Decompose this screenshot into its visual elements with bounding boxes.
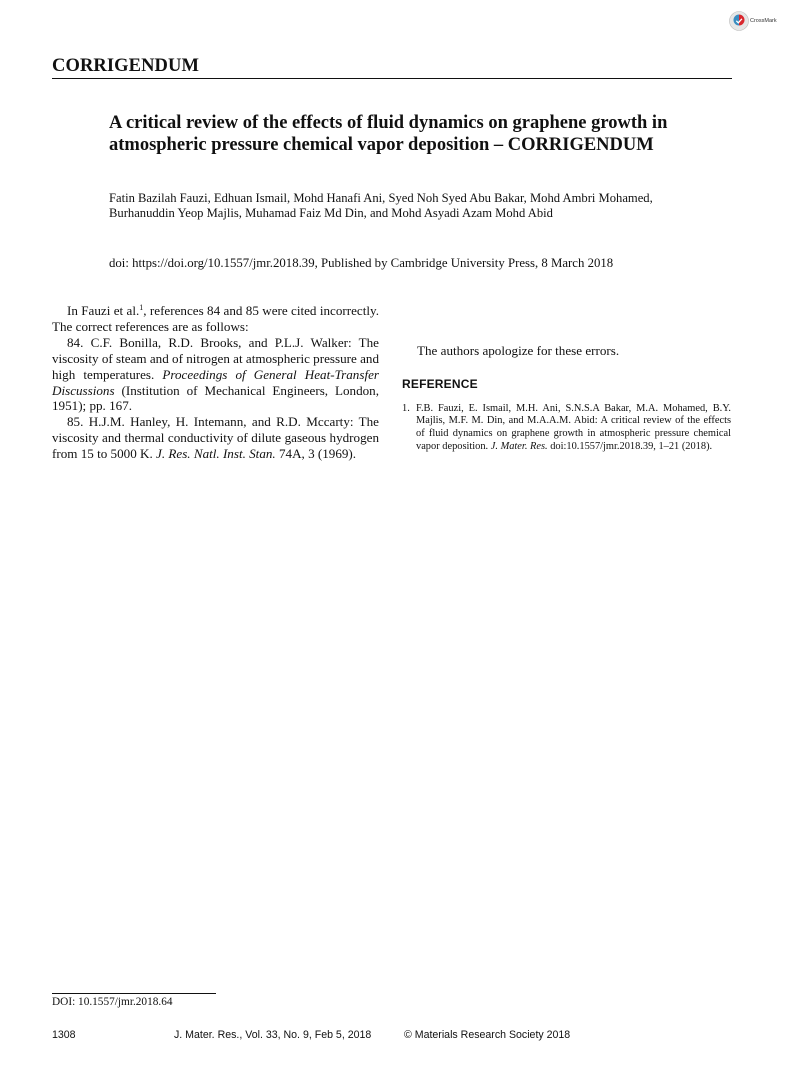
- footnote-divider: [52, 993, 216, 994]
- crossmark-badge[interactable]: [729, 10, 779, 32]
- copyright-notice: © Materials Research Society 2018: [404, 1029, 571, 1041]
- body-column-right: [402, 303, 731, 453]
- continued-text-spacer: [402, 303, 731, 335]
- citation-superscript[interactable]: 1: [139, 303, 144, 312]
- crossmark-icon: [729, 11, 749, 31]
- footnote-doi: DOI: 10.1557/jmr.2018.64: [52, 996, 173, 1008]
- reference-85: 85. H.J.M. Hanley, H. Intemann, and R.D. Mccarty: The viscosity and thermal conductivity of dilute gaseous hydrogen from 15 to 5000 K. J. Res. Natl. Inst. Stan. 74A, 3 (1969).: [52, 414, 379, 462]
- article-title: A critical review of the effects of fluid dynamics on graphene growth in atmospheric pressure chemical vapor deposition – CORRIGENDUM: [109, 113, 668, 155]
- intro-paragraph: In Fauzi et al.$^1$, references 84 and 85 were cited incorrectly. The correct references are as follows:: [52, 303, 379, 334]
- body-column-left: [52, 303, 379, 462]
- reference-list: [402, 403, 731, 453]
- crossmark-label: CrossMark: [750, 18, 777, 24]
- reference-item: 1. F.B. Fauzi, E. Ismail, M.H. Ani, S.N.S.A Bakar, M.A. Mohamed, B.Y. Majlis, M.F. M. Din, and M.A.A.M. Abid: A critical review of the effects of fluid dynamics on graphene growth in atmospheric pressure chemical vapor deposition. J. Mater. Res. doi:10.1557/jmr.2018.39, 1–21 (2018).: [402, 402, 731, 452]
- apology-paragraph: The authors apologize for these errors.: [417, 343, 620, 358]
- author-list: Fatin Bazilah Fauzi, Edhuan Ismail, Mohd Hanafi Ani, Syed Noh Syed Abu Bakar, Mohd Ambri Mohamed, Burhanuddin Yeop Majlis, Muhamad Faiz Md Din, and Mohd Asyadi Azam Mohd Abid: [109, 191, 653, 220]
- journal-citation: J. Mater. Res., Vol. 33, No. 9, Feb 5, 2018: [174, 1029, 372, 1041]
- doi-publication-line: doi: https://doi.org/10.1557/jmr.2018.39, Published by Cambridge University Press, 8 March 2018: [109, 256, 614, 270]
- reference-heading: REFERENCE: [402, 376, 478, 391]
- page-number: 1308: [52, 1029, 76, 1041]
- section-heading: CORRIGENDUM: [52, 56, 732, 79]
- reference-84: 84. C.F. Bonilla, R.D. Brooks, and P.L.J. Walker: The viscosity of steam and of nitrogen at atmospheric pressure and high temperatures. Proceedings of General Heat-Transfer Discussions (Institution of Mechanical Engineers, London, 1951); pp. 167.: [52, 334, 379, 414]
